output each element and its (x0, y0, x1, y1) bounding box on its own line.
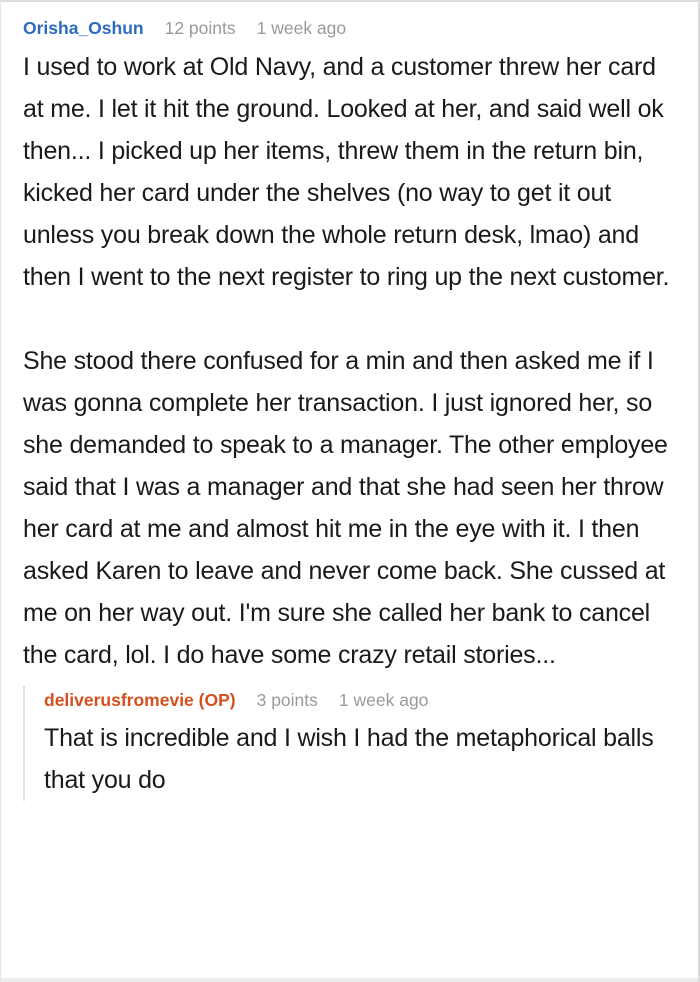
comment-points: 12 points (164, 18, 236, 38)
parent-comment (23, 17, 674, 676)
comment-author-link[interactable]: Orisha_Oshun (23, 18, 144, 38)
comment-body (23, 46, 674, 676)
reply-meta (44, 689, 674, 711)
reply-paragraph: That is incredible and I wish I had the metaphorical balls that you do (44, 724, 654, 794)
bottom-divider (0, 978, 700, 982)
reply-body (44, 717, 674, 801)
comment-paragraph-1: I used to work at Old Navy, and a customer threw her card at me. I let it hit the ground. Looked at her, and said well ok then... I picked up her items, threw them in the return bin, kicked her card under the shelves (no way to get it out unless you break down the whole return desk, lmao) and then I went to the next register to ring up the next customer. (23, 53, 670, 291)
reply-comment (23, 686, 674, 801)
comment-paragraph-2: She stood there confused for a min and then asked me if I was gonna complete her transaction. I just ignored her, so she demanded to speak to a manager. The other employee said that I was a manager and that she had seen her throw her card at me and almost hit me in the eye with it. I then asked Karen to leave and never come back. She cussed at me on her way out. I'm sure she called her bank to cancel the card, lol. I do have some crazy retail stories... (23, 347, 668, 669)
comment-meta (23, 17, 674, 39)
reply-points: 3 points (256, 690, 318, 710)
reply-timestamp: 1 week ago (338, 690, 429, 710)
reply-author-link[interactable]: deliverusfromevie (OP) (44, 690, 236, 710)
reply-content (25, 686, 674, 801)
comment-timestamp: 1 week ago (256, 18, 347, 38)
